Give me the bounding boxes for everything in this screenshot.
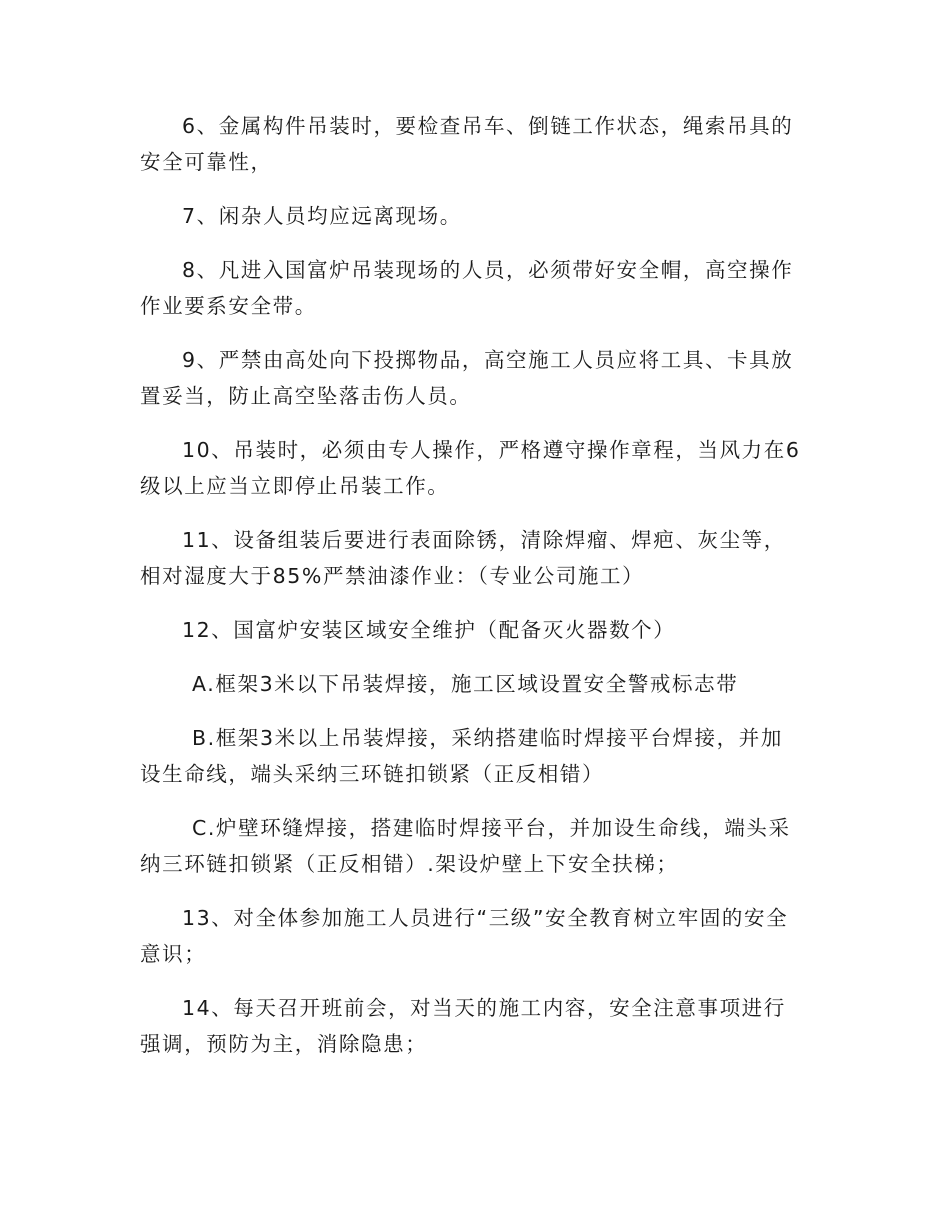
paragraph-sub-item-c: C.炉壁环缝焊接，搭建临时焊接平台，并加设生命线，端头采纳三环链扣锁紧（正反相错）.架设炉壁上下安全扶梯； <box>140 816 791 876</box>
document-body <box>140 108 805 1062</box>
paragraph-item-6: 6、金属构件吊装时，要检查吊车、倒链工作状态，绳索吊具的安全可靠性， <box>140 114 794 174</box>
paragraph-item-10: 10、吊装时，必须由专人操作，严格遵守操作章程，当风力在6级以上应当立即停止吊装工作。 <box>140 438 801 498</box>
paragraph-sub-item-a: A.框架3米以下吊装焊接，施工区域设置安全警戒标志带 <box>192 672 739 696</box>
paragraph-sub-item-b: B.框架3米以上吊装焊接，采纳搭建临时焊接平台焊接，并加设生命线，端头采纳三环链扣锁紧（正反相错） <box>140 726 783 786</box>
paragraph-item-7: 7、闲杂人员均应远离现场。 <box>182 204 462 228</box>
paragraph-item-14: 14、每天召开班前会，对当天的施工内容，安全注意事项进行强调，预防为主，消除隐患； <box>140 996 786 1056</box>
paragraph-item-11: 11、设备组装后要进行表面除锈，清除焊瘤、焊疤、灰尘等，相对湿度大于85%严禁油漆作业：（专业公司施工） <box>140 528 786 588</box>
paragraph-item-12: 12、国富炉安装区域安全维护（配备灭火器数个） <box>182 618 676 642</box>
paragraph-item-9: 9、严禁由高处向下投掷物品，高空施工人员应将工具、卡具放置妥当，防止高空坠落击伤人员。 <box>140 348 794 408</box>
paragraph-item-13: 13、对全体参加施工人员进行“三级”安全教育树立牢固的安全意识； <box>140 906 789 966</box>
paragraph-item-8: 8、凡进入国富炉吊装现场的人员，必须带好安全帽，高空操作作业要系安全带。 <box>140 258 794 318</box>
